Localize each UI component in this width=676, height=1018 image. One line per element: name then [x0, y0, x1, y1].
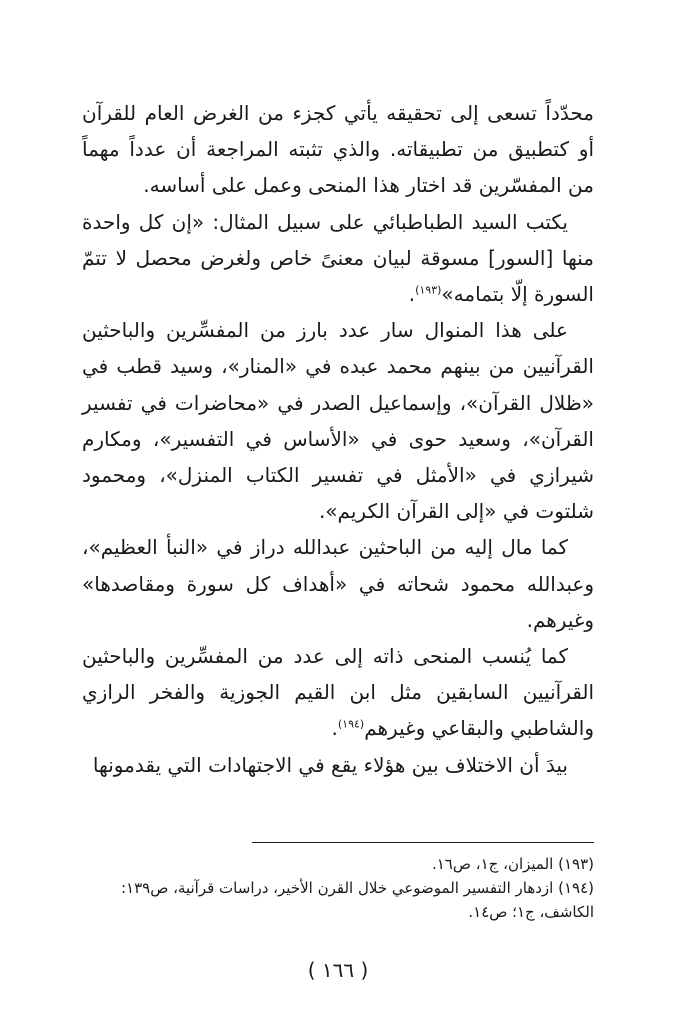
footnote-ref-193: (١٩٣) [415, 283, 442, 297]
footnote-194: (١٩٤) ازدهار التفسير الموضوعي خلال القرن الأخير، دراسات قرآنية، ص١٣٩: الكاشف، ج١؛ ص١٤. [120, 879, 594, 921]
paragraph-5-end: . [331, 716, 338, 741]
paragraph-1: محدّداً تسعى إلى تحقيقه يأتي كجزء من الغرض العام للقرآن أو كتطبيق من تطبيقاته. والذي تثبته المراجعة أن عدداً مهماً من المفسّرين قد اختار هذا المنحى وعمل على أساسه. [82, 101, 594, 198]
main-text [82, 95, 594, 783]
paragraph-2: يكتب السيد الطباطبائي على سبيل المثال: «إن كل واحدة منها [السور] مسوقة لبيان معنىً خاص ولغرض محصل لا تتمّ السورة إلّا بتمامه»$^{(١٩٣)}$. [82, 209, 594, 307]
footnote-separator [252, 842, 594, 843]
paragraph-6: بيدَ أن الاختلاف بين هؤلاء يقع في الاجتهادات التي يقدمونها [92, 752, 568, 777]
footnotes [82, 852, 594, 924]
paragraph-2-text: يكتب السيد الطباطبائي على سبيل المثال: «إن كل واحدة منها [السور] مسوقة لبيان معنىً خاص ولغرض محصل لا تتمّ السورة إلّا بتمامه» [82, 209, 594, 307]
paragraph-3: على هذا المنوال سار عدد بارز من المفسِّرين والباحثين القرآنيين من بينهم محمد عبده في «المنار»، وسيد قطب في «ظلال القرآن»، وإسماعيل الصدر في «محاضرات في تفسير القرآن»، وسعيد حوى في «الأساس في التفسير»، ومكارم شيرازي في «الأمثل في تفسير الكتاب المنزل»، ومحمود شلتوت في «إلى القرآن الكريم». [82, 318, 594, 524]
paragraph-5 [82, 638, 594, 747]
paragraph-5-text: كما يُنسب المنحى ذاته إلى عدد من المفسِّرين والباحثين القرآنيين السابقين مثل ابن القيم الجوزية والفخر الرازي والشاطبي والبقاعي وغيرهم [82, 644, 594, 741]
page-number: ( ١٦٦ ) [307, 958, 369, 982]
paragraph-4: كما مال إليه من الباحثين عبدالله دراز في «النبأ العظيم»، وعبدالله محمود شحاته في «أهداف كل سورة ومقاصدها» وغيرهم. [82, 535, 594, 632]
footnote-ref-194: (١٩٤) [337, 717, 365, 731]
footnote-193: (١٩٣) الميزان، ج١، ص١٦. [431, 855, 594, 873]
